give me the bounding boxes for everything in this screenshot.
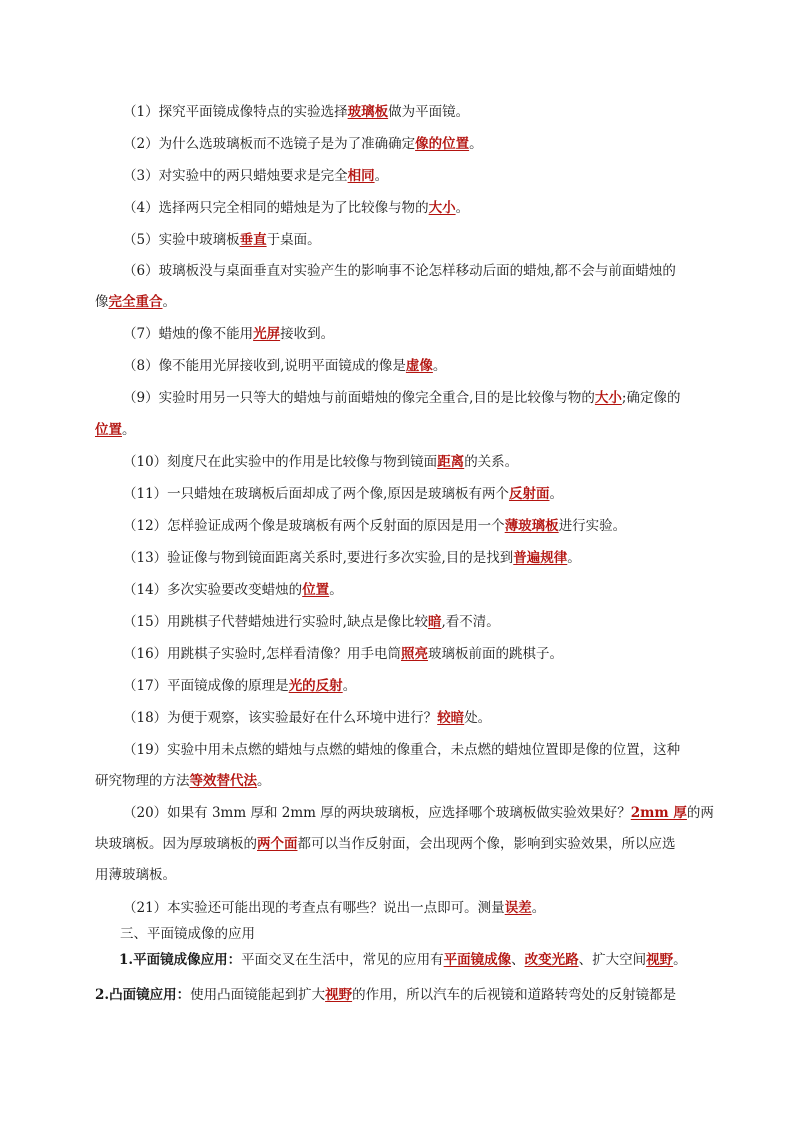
answer: 改变光路 — [524, 952, 579, 968]
item-17: （17）平面镜成像的原理是光的反射。 — [123, 678, 357, 694]
item-21: （21）本实验还可能出现的考查点有哪些？说出一点即可。测量误差。 — [123, 900, 546, 916]
item-9-line-2: 位置。 — [95, 422, 136, 438]
item-19-line-1: （19）实验中用未点燃的蜡烛与点燃的蜡烛的像重合，未点燃的蜡烛位置即是像的位置，这种 — [123, 742, 681, 758]
item-8: （8）像不能用光屏接收到,说明平面镜成的像是虚像。 — [123, 358, 447, 374]
item-20-line-3: 用薄玻璃板。 — [95, 867, 176, 883]
item-6-line-1: （6）玻璃板没与桌面垂直对实验产生的影响事不论怎样移动后面的蜡烛,都不会与前面蜡烛的 — [123, 263, 676, 279]
answer: 大小 — [428, 200, 456, 216]
answer: 视野 — [325, 987, 353, 1003]
item-5: （5）实验中玻璃板垂直于桌面。 — [123, 232, 321, 248]
answer: 虚像 — [405, 358, 433, 374]
answer: 大小 — [594, 390, 622, 406]
item-6-line-2: 像完全重合。 — [95, 294, 176, 310]
answer: 光屏 — [253, 326, 281, 342]
answer: 照亮 — [400, 646, 428, 662]
answer: 等效替代法 — [189, 773, 257, 789]
answer: 平面镜成像 — [443, 952, 512, 968]
answer: 视野 — [646, 952, 674, 968]
answer: 相同 — [347, 168, 375, 184]
answer: 反射面 — [508, 486, 550, 502]
item-20-line-2: 块玻璃板。因为厚玻璃板的两个面都可以当作反射面，会出现两个像，影响到实验效果，所以应选 — [95, 836, 676, 852]
item-10: （10）刻度尺在此实验中的作用是比较像与物到镜面距离的关系。 — [123, 454, 519, 470]
answer: 光的反射 — [288, 678, 343, 694]
answer: 误差 — [504, 900, 532, 916]
item-18: （18）为便于观察，该实验最好在什么环境中进行？较暗处。 — [123, 710, 492, 726]
item-1: （1）探究平面镜成像特点的实验选择玻璃板做为平面镜。 — [123, 104, 470, 120]
item-13: （13）验证像与物到镜面距离关系时,要进行多次实验,目的是找到普遍规律。 — [123, 550, 581, 566]
answer: 较暗 — [437, 710, 465, 726]
answer: 垂直 — [239, 232, 267, 248]
answer: 薄玻璃板 — [504, 518, 559, 534]
item-11: （11）一只蜡烛在玻璃板后面却成了两个像,原因是玻璃板有两个反射面。 — [123, 486, 563, 502]
answer: 完全重合 — [108, 294, 163, 310]
answer: 位置 — [95, 422, 122, 438]
item-16: （16）用跳棋子实验时,怎样看清像？用手电筒照亮玻璃板前面的跳棋子。 — [123, 646, 563, 662]
item-9-line-1: （9）实验时用另一只等大的蜡烛与前面蜡烛的像完全重合,目的是比较像与物的大小;确定像的 — [123, 390, 681, 406]
application-label: 2.凸面镜应用： — [95, 987, 191, 1003]
answer: 两个面 — [257, 836, 298, 852]
answer: 像的位置 — [415, 136, 470, 152]
section-heading: 三、平面镜成像的应用 — [120, 926, 255, 942]
item-3: （3）对实验中的两只蜡烛要求是完全相同。 — [123, 168, 389, 184]
answer: 普遍规律 — [513, 550, 568, 566]
application-1: 1.平面镜成像应用：平面交叉在生活中，常见的应用有平面镜成像、改变光路、扩大空间视野。 — [119, 952, 687, 968]
item-14: （14）多次实验要改变蜡烛的位置。 — [123, 582, 343, 598]
item-2: （2）为什么选玻璃板而不选镜子是为了准确确定像的位置。 — [123, 136, 483, 152]
item-19-line-2: 研究物理的方法等效替代法。 — [95, 773, 271, 789]
application-label: 1.平面镜成像应用： — [119, 952, 242, 968]
item-4: （4）选择两只完全相同的蜡烛是为了比较像与物的大小。 — [123, 200, 470, 216]
item-12: （12）怎样验证成两个像是玻璃板有两个反射面的原因是用一个薄玻璃板进行实验。 — [123, 518, 627, 534]
answer: 暗 — [427, 614, 442, 630]
answer: 玻璃板 — [347, 104, 389, 120]
item-7: （7）蜡烛的像不能用光屏接收到。 — [123, 326, 335, 342]
answer: 2mm 厚 — [630, 805, 687, 821]
item-15: （15）用跳棋子代替蜡烛进行实验时,缺点是像比较暗,看不清。 — [123, 614, 500, 630]
item-20-line-1: （20）如果有 3mm 厚和 2mm 厚的两块玻璃板，应选择哪个玻璃板做实验效果好？2mm 厚的两 — [123, 805, 714, 821]
answer: 位置 — [302, 582, 330, 598]
application-2: 2.凸面镜应用：使用凸面镜能起到扩大视野的作用，所以汽车的后视镜和道路转弯处的反射镜都是 — [95, 987, 677, 1003]
answer: 距离 — [437, 454, 465, 470]
